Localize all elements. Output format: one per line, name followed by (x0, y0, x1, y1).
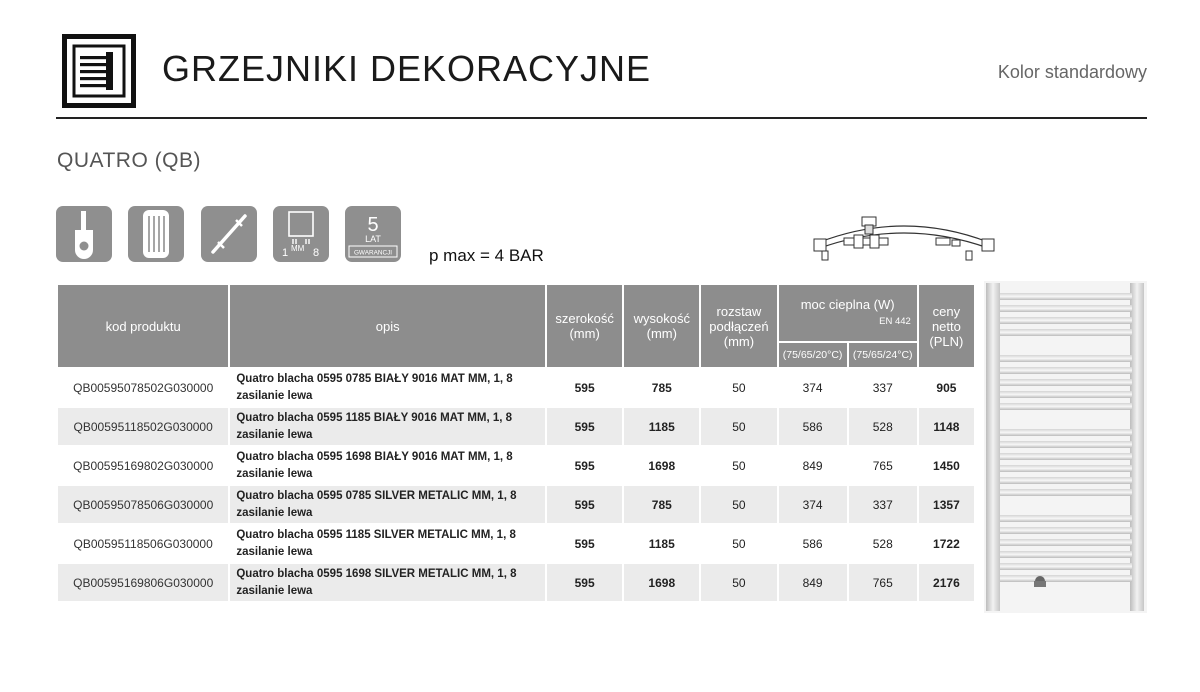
row-width: 595 (547, 447, 622, 484)
row-spacing: 50 (701, 564, 776, 601)
row-description: Quatro blacha 0595 1185 SILVER METALIC MM, 1, 8 zasilanie lewa (230, 525, 545, 562)
row-description: Quatro blacha 0595 1698 BIAŁY 9016 MAT MM, 1, 8 zasilanie lewa (230, 447, 545, 484)
radiator-bar (1000, 465, 1132, 472)
radiator-bar (1000, 563, 1132, 570)
row-power-20: 374 (779, 369, 847, 406)
svg-text:8: 8 (313, 247, 320, 259)
row-power-24: 765 (849, 447, 917, 484)
row-spacing: 50 (701, 525, 776, 562)
row-height: 1185 (624, 525, 699, 562)
row-width: 595 (547, 564, 622, 601)
row-power-24: 765 (849, 564, 917, 601)
row-price: 1148 (919, 408, 974, 445)
radiator-bar (1000, 489, 1132, 496)
row-spacing: 50 (701, 486, 776, 523)
row-width: 595 (547, 408, 622, 445)
header-power-24: (75/65/24°C) (849, 343, 917, 367)
radiator-bar (1000, 429, 1132, 436)
radiator-bar (1000, 477, 1132, 484)
header-price: ceny netto (PLN) (919, 285, 974, 367)
radiator-bar (1000, 391, 1132, 398)
row-power-20: 374 (779, 486, 847, 523)
row-description: Quatro blacha 0595 1185 BIAŁY 9016 MAT MM, 1, 8 zasilanie lewa (230, 408, 545, 445)
row-description: Quatro blacha 0595 1698 SILVER METALIC MM, 1, 8 zasilanie lewa (230, 564, 545, 601)
row-price: 1357 (919, 486, 974, 523)
row-code: QB00595078502G030000 (58, 369, 228, 406)
row-height: 785 (624, 486, 699, 523)
svg-text:LAT: LAT (365, 234, 381, 244)
row-power-24: 528 (849, 408, 917, 445)
radiator-bar (1000, 367, 1132, 374)
radiator-bar (1000, 441, 1132, 448)
row-width: 595 (547, 486, 622, 523)
radiator-bar (1000, 317, 1132, 324)
warranty-icon (345, 206, 401, 262)
row-spacing: 50 (701, 447, 776, 484)
radiator-bar (1000, 305, 1132, 312)
color-category-label: Kolor standardowy (997, 62, 1147, 82)
header-power (779, 285, 917, 341)
row-code: QB00595118506G030000 (58, 525, 228, 562)
electric-heater-icon (56, 206, 112, 262)
row-power-24: 337 (849, 369, 917, 406)
row-code: QB00595169802G030000 (58, 447, 228, 484)
svg-text:1: 1 (282, 247, 289, 259)
row-height: 1185 (624, 408, 699, 445)
radiator-bar (1000, 539, 1132, 546)
radiator-bar (1000, 551, 1132, 558)
connection-diagram-icon (810, 212, 998, 264)
header-power-label: moc cieplna (W) (800, 297, 895, 312)
row-height: 785 (624, 369, 699, 406)
row-power-20: 586 (779, 525, 847, 562)
row-code: QB00595169806G030000 (58, 564, 228, 601)
radiator-bar (1000, 379, 1132, 386)
row-code: QB00595118502G030000 (58, 408, 228, 445)
row-description: Quatro blacha 0595 0785 BIAŁY 9016 MAT MM, 1, 8 zasilanie lewa (230, 369, 545, 406)
table-row (58, 525, 974, 562)
table-row (58, 447, 974, 484)
row-spacing: 50 (701, 408, 776, 445)
row-width: 595 (547, 369, 622, 406)
radiator-bar (1000, 575, 1132, 582)
row-price: 1722 (919, 525, 974, 562)
radiator-bar (1000, 403, 1132, 410)
radiator-bar (1000, 515, 1132, 522)
product-table (56, 283, 976, 603)
table-row (58, 486, 974, 523)
row-spacing: 50 (701, 369, 776, 406)
max-pressure-label: p max = 4 BAR (429, 246, 544, 265)
row-price: 2176 (919, 564, 974, 601)
svg-text:5: 5 (367, 214, 379, 236)
header-description: opis (230, 285, 545, 367)
row-height: 1698 (624, 447, 699, 484)
radiator-photo (984, 281, 1147, 613)
row-price: 905 (919, 369, 974, 406)
radiator-icon (128, 206, 184, 262)
row-power-20: 849 (779, 447, 847, 484)
row-power-24: 337 (849, 486, 917, 523)
radiator-bar (1000, 527, 1132, 534)
page-title: GRZEJNIKI DEKORACYJNE (162, 48, 652, 89)
row-price: 1450 (919, 447, 974, 484)
table-row (58, 564, 974, 601)
row-height: 1698 (624, 564, 699, 601)
row-width: 595 (547, 525, 622, 562)
header-code: kod produktu (58, 285, 228, 367)
header-spacing: rozstaw podłączeń (mm) (701, 285, 776, 367)
row-description: Quatro blacha 0595 0785 SILVER METALIC MM, 1, 8 zasilanie lewa (230, 486, 545, 523)
table-row (58, 369, 974, 406)
header-divider (56, 117, 1147, 119)
radiator-bar (1000, 329, 1132, 336)
header-power-20: (75/65/20°C) (779, 343, 847, 367)
svg-text:MM: MM (291, 244, 305, 253)
table-row (58, 408, 974, 445)
radiator-bar (1000, 453, 1132, 460)
svg-text:GWARANCJI: GWARANCJI (353, 249, 393, 257)
row-power-20: 586 (779, 408, 847, 445)
brand-logo-icon (62, 34, 136, 108)
row-power-24: 528 (849, 525, 917, 562)
header-width: szerokość (mm) (547, 285, 622, 367)
header-height: wysokość (mm) (624, 285, 699, 367)
product-name: QUATRO (QB) (57, 149, 201, 172)
header-power-standard: EN 442 (879, 316, 911, 327)
connection-spacing-icon (273, 206, 329, 262)
row-code: QB00595078506G030000 (58, 486, 228, 523)
towel-rail-icon (201, 206, 257, 262)
radiator-bar (1000, 293, 1132, 300)
radiator-bar (1000, 355, 1132, 362)
row-power-20: 849 (779, 564, 847, 601)
